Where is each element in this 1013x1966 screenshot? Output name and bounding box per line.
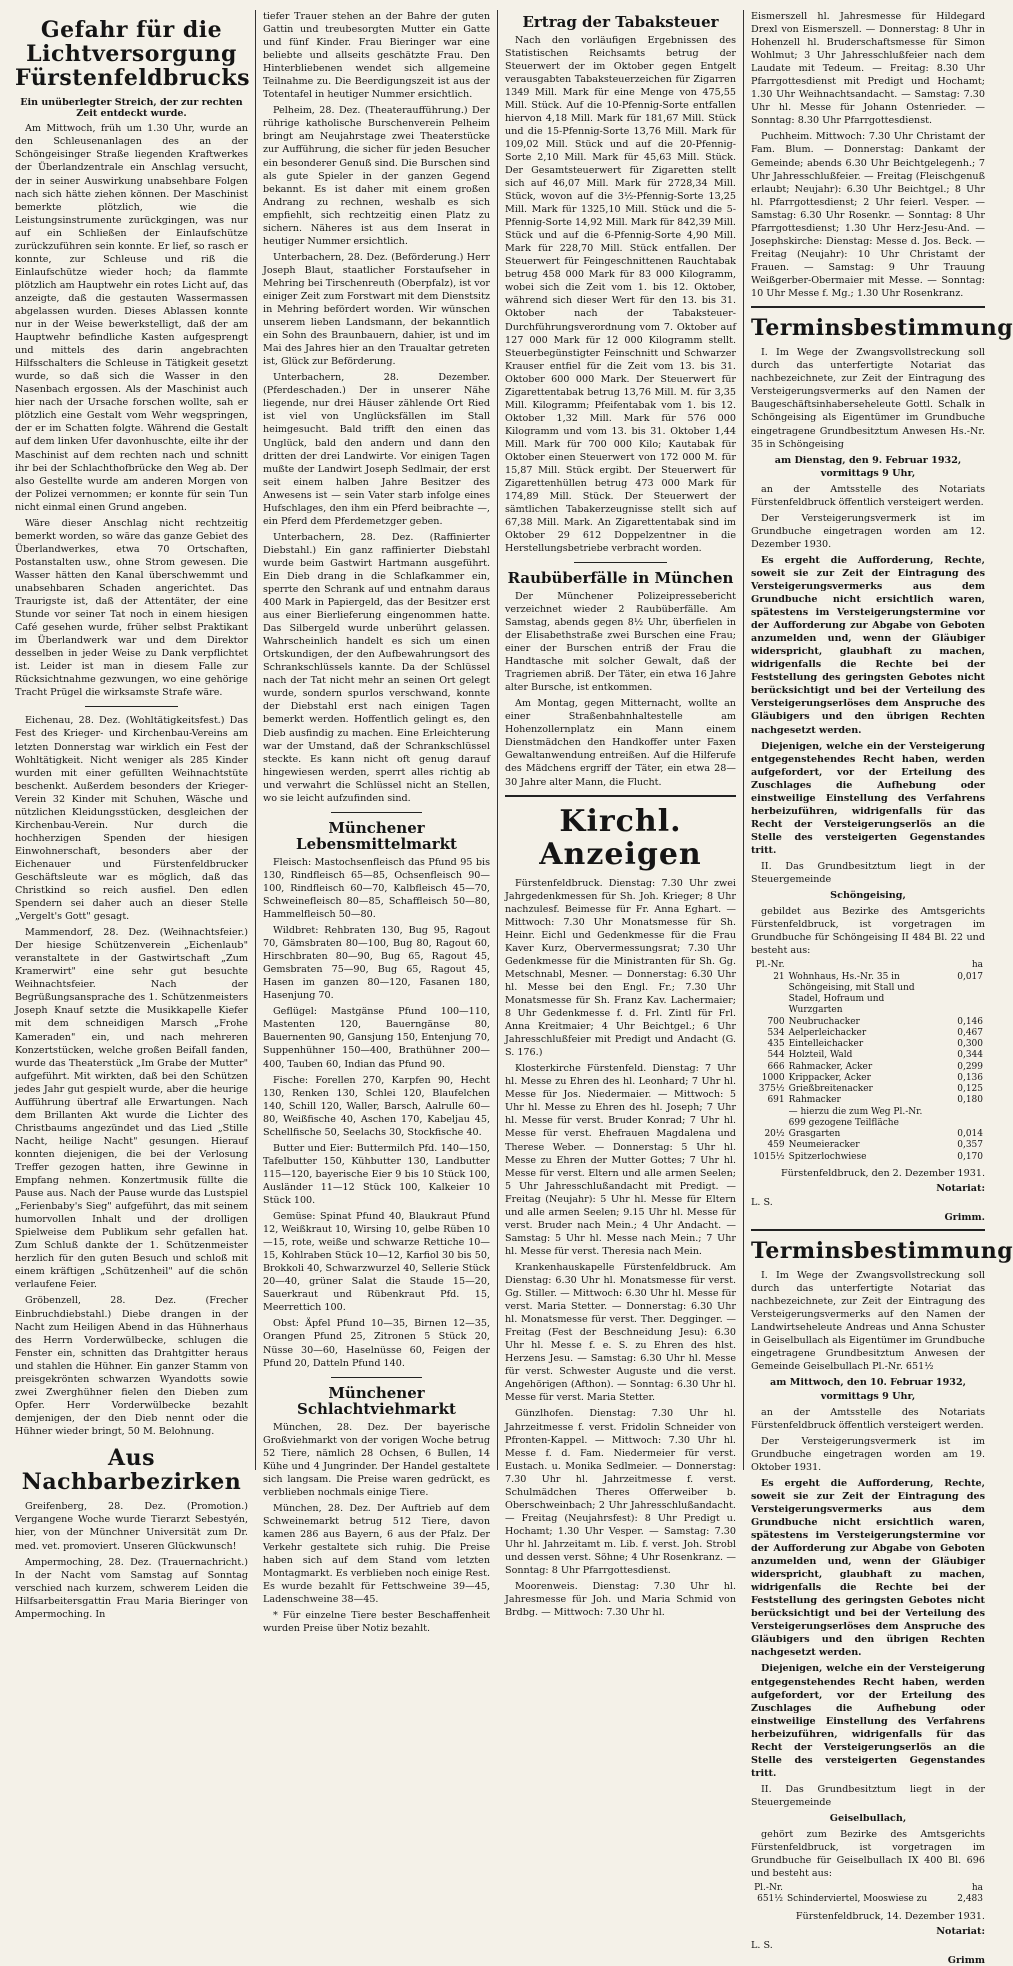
article-subtitle: Ein unüberlegter Streich, der zur rechten Zeit entdeckt wurde.: [20, 96, 243, 119]
article-paragraph: Der Münchener Polizeipressebericht verzeichnet wieder 2 Raubüberfälle. Am Samstag, abends gegen 8½ Uhr, überfielen in der Elisabethstraße zwei Burschen eine Frau; einer der Burschen entriß der Frau die Handtasche mit solcher Gewalt, daß der Tragriemen abriß. Der Täter, ein etwa 16 Jahre alter Bursche, ist entkommen.: [505, 590, 736, 694]
lots-header-cell: ha: [971, 960, 983, 971]
column-3: [498, 10, 744, 1619]
market-footnote: * Für einzelne Tiere bester Beschaffenheit wurden Preise über Notiz bezahlt.: [263, 1610, 490, 1635]
lots-row: [751, 1050, 985, 1061]
lots-table-body: [751, 960, 985, 1163]
auction-date: am Dienstag, den 9. Februar 1932, vormittags 9 Uhr,: [774, 454, 962, 479]
place-name: Geiselbullach,: [829, 1812, 907, 1824]
lots-row: [751, 1095, 985, 1106]
lots-header-row: [751, 1883, 985, 1894]
lots-row: [751, 972, 985, 1017]
lot-area: 0,357: [957, 1140, 983, 1151]
article-paragraph: Am Montag, gegen Mitternacht, wollte an einer Straßenbahnhaltestelle am Hohenzollernplatz ein Mann einem Dienstmädchen den Handkoffer unter Faxen Gewaltanwendung entreißen. Auf die Hilferufe des Mädchens ergriff der Täter, ein etwa 28—30 Jahre alter Mann, die Flucht.: [505, 698, 736, 788]
article-title: Gefahr für die Lichtversorgung Fürstenfeldbrucks: [15, 17, 251, 92]
lots-row: [751, 1894, 985, 1905]
divider: [751, 306, 985, 308]
lots-row: [751, 1039, 985, 1050]
lots-row: [751, 1017, 985, 1028]
lot-description: Neumeieracker: [788, 1140, 860, 1151]
legal-paragraph: gehört zum Bezirke des Amtsgerichts Fürstenfeldbruck, ist vorgetragen im Grundbuche für Geiselbullach IX 400 Bl. 696 und besteht aus:: [751, 1829, 985, 1880]
legal-paragraph: an der Amtsstelle des Notariats Fürstenfeldbruck öffentlich versteigert werden.: [751, 483, 985, 508]
local-news-item: Unterbachern, 28. Dez. (Beförderung.) Herr Joseph Blaut, staatlicher Forstaufseher in Mehring bei Tirschenreuth (Oberpfalz), ist vor einiger Zeit zum Forstwart mit dem Dienstsitz in Mehring befördert worden. Wir wünschen unserem lieben Landsmann, der bekanntlich ein Sohn des Braunbauern, dahier, ist und im Mai des Jahres hier an den Traualtar getreten ist, Glück zur Beförderung.: [263, 251, 490, 368]
lot-description: Wohnhaus, Hs.-Nr. 35 in Schöngeising, mit Stall und Stadel, Hofraum und Wurzgarten: [788, 971, 915, 1016]
lot-description: Grasgarten: [788, 1129, 841, 1140]
lot-description: Spitzerlochwiese: [788, 1151, 867, 1162]
lot-number: 1015½: [753, 1151, 785, 1162]
lot-area: 0,170: [957, 1151, 983, 1162]
section-title: Münchener Lebensmittelmarkt: [296, 818, 457, 854]
lot-area: 0,300: [957, 1039, 983, 1050]
divider: [331, 1377, 422, 1378]
market-item: München, 28. Dez. Der bayerische Großviehmarkt von der vorigen Woche betrug 52 Tiere, nämlich 28 Ochsen, 6 Bullen, 14 Kühe und 4 Jungrinder. Der Handel gestaltete sich langsam. Die Preise waren gedrückt, es verblieben nochmals einige Tiere.: [263, 1421, 490, 1498]
legal-paragraph: Der Versteigerungsvermerk ist im Grundbuche eingetragen worden am 12. Dezember 1930.: [751, 512, 985, 550]
lots-header-cell: Pl.-Nr.: [754, 1883, 783, 1894]
lot-number: 700: [767, 1016, 785, 1027]
notary-name: Grimm.: [944, 1211, 985, 1223]
notary-name: Grimm: [947, 1954, 985, 1966]
lot-area: 0,344: [957, 1050, 983, 1061]
lots-row: [751, 1152, 985, 1163]
divider: [85, 706, 178, 707]
section-title: Münchener Schlachtviehmarkt: [297, 1383, 456, 1419]
article-paragraph: tiefer Trauer stehen an der Bahre der guten Gattin und treubesorgten Mutter ein Gatte und fünf Kinder. Frau Bieringer war eine beliebte und allseits geschätzte Frau. Den Hinterbliebenen wendet sich allgemeine Teilnahme zu. Die Beerdigungszeit ist aus der Totentafel in heutiger Nummer ersichtlich.: [263, 11, 490, 101]
lot-number: 20½: [764, 1129, 785, 1140]
local-news-item: Ampermoching, 28. Dez. (Trauernachricht.) In der Nacht vom Samstag auf Sonntag verschied nach kurzem, schwerem Leiden die Hilfsarbeitersgattin Frau Maria Bieringer von Ampermoching. In: [15, 1556, 248, 1620]
church-notice: Puchheim. Mittwoch: 7.30 Uhr Christamt der Fam. Blum. — Donnerstag: Dankamt der Gemeinde; abends 6.30 Uhr Beichtgelegenh.; 7 Uhr Jahresschlußfeier. — Freitag (Fleischgenuß erlaubt; Neujahr): 6.30 Uhr Beichtgel.; 8 Uhr hl. Pfarrgottesdienst; 2 Uhr feierl. Vesper. — Samstag: 6.30 Uhr Rosenkr. — Sonntag: 8 Uhr Pfarrgottesdienst; 1.30 Uhr Herz-Jesu-And. — Josephskirche: Dienstag: Messe d. Jos. Beck. — Freitag (Neujahr): 10 Uhr Christamt der Frauen. — Samstag: 9 Uhr Trauung Weißgerber-Obermaier mit Messe. — Sonntag: 10 Uhr Messe f. Mg.; 1.30 Uhr Rosenkranz.: [751, 131, 985, 299]
market-item: München, 28. Dez. Der Auftrieb auf dem Schweinemarkt betrug 512 Tiere, davon kamen 286 aus Bayern, 6 aus der Pfalz. Der Verkehr gestaltete sich ruhig. Die Preise haben sich auf dem Stand vom letzten Montagmarkt. Es verblieben noch einige Rest. Es wurde bezahlt für Fettschweine 39—45, Ladenschweine 38—45.: [263, 1502, 490, 1606]
market-item: Obst: Äpfel Pfund 10—35, Birnen 12—35, Orangen Pfund 25, Zitronen 5 Stück 20, Nüsse 30—60, Haselnüsse 60, Feigen der Pfund 20, Datteln Pfund 140.: [263, 1318, 490, 1369]
lot-number: 651½: [757, 1894, 783, 1905]
lots-table-body: [751, 1883, 985, 1906]
divider: [331, 812, 422, 813]
seal-label: L. S.: [751, 1939, 773, 1951]
church-notice: Klosterkirche Fürstenfeld. Dienstag: 7 Uhr hl. Messe zu Ehren des hl. Leonhard; 7 Uhr hl. Messe für Jos. Niedermaier. — Mittwoch: 5 Uhr hl. Messe zu Ehren des hl. Joseph; 7 Uhr hl. Messe für verst. Bruder Konrad; 7 Uhr hl. Messe für verst. Ehefrauen Magdalena und Therese Weber. — Donnerstag: 5 Uhr hl. Messe zu Ehren der Mutter Gottes; 7 Uhr hl. Messe für verst. Eltern und alle armen Seelen; 5 Uhr Jahresschlußandacht mit Predigt. — Freitag (Neujahr): 5 Uhr hl. Messe für Eltern und alle armen Seelen; 9.15 Uhr hl. Messe für verst. Bruder nach Mein.; 4 Uhr Andacht. — Samstag: 5 Uhr hl. Messe nach Mein.; 7 Uhr hl. Messe für verst. Theresia nach Mein.: [505, 1063, 736, 1257]
legal-paragraph: Es ergeht die Aufforderung, Rechte, soweit sie zur Zeit der Eintragung des Versteigerungsvermerks aus dem Grundbuche nicht ersichtlich waren, spätestens im Versteigerungstermine vor der Aufforderung zur Abgabe von Geboten anzumelden und, wenn der Gläubiger widerspricht, glaubhaft zu machen, widrigenfalls die Rechte bei der Feststellung des geringsten Gebotes nicht berücksichtigt und bei der Verteilung des Versteigerungserlöses dem Anspruche des Gläubigers und den übrigen Rechten nachgesetzt werden.: [751, 1477, 985, 1659]
lot-description: Aelperleichacker: [788, 1027, 867, 1038]
section-title: Raubüberfälle in München: [507, 569, 734, 588]
auction-date: am Mittwoch, den 10. Februar 1932, vormittags 9 Uhr,: [770, 1377, 966, 1402]
section-title: Aus Nachbarbezirken: [21, 1444, 242, 1496]
section-title: Terminsbestimmung: [751, 1237, 1013, 1264]
column-1: [8, 10, 256, 1620]
lot-area: 0,125: [957, 1084, 983, 1095]
church-notice: Krankenhauskapelle Fürstenfeldbruck. Am Dienstag: 6.30 Uhr hl. Monatsmesse für verst. Gg. Stiller. — Mittwoch: 6.30 Uhr hl. Messe für verst. Maria Stetter. — Donnerstag: 6.30 Uhr hl. Monatsmesse für verst. Ther. Degginger. — Freitag (Fest der Beschneidung Jesu): 6.30 Uhr hl. Messe f. e. S. zu Ehren des hlst. Herzens Jesu. — Samstag: 6.30 Uhr hl. Messe für verst. Schwester Auguste und die verst. Angehörigen (Afthon). — Sonntag: 6.30 Uhr hl. Messe für verst. Maria Stetter.: [505, 1261, 736, 1404]
legal-paragraph: gebildet aus Bezirke des Amtsgerichts Fürstenfeldbruck, ist vorgetragen im Grundbuche für Schöngeising II 484 Bl. 22 und besteht aus:: [751, 906, 985, 957]
lots-row: [751, 1107, 985, 1130]
column-2: [256, 10, 498, 1635]
market-item: Geflügel: Mastgänse Pfund 100—110, Mastenten 120, Bauerngänse 80, Bauernenten 90, Gansjung 150, Entenjung 70, Suppenhühner 150—400, Brathühner 200—400, Tauben 60, Indian das Pfund 90.: [263, 1006, 490, 1070]
lot-description: Holzteil, Wald: [788, 1050, 853, 1061]
article-paragraph: Am Mittwoch, früh um 1.30 Uhr, wurde an den Schleusenanlagen des an der Schöngeisinger Straße liegenden Kraftwerkes der Überlandzentrale ein Anschlag versucht, der in seiner Auswirkung unabsehbare Folgen nach sich hätte ziehen können. Der Maschinist bemerkte plötzlich, wie die Leistungsinstrumente zurückgingen, was nur auf ein Schließen der Einlaufschütze zurückzuführen sein konnte. Er lief, so rasch er konnte, zur Schleuse und riß die Einlaufschütze wieder hoch; da flammte plötzlich am Hauptwehr ein rotes Licht auf, das anzeigte, daß die gestauten Wassermassen abgelassen wurden. Dieses Ablassen konnte nur in der Weise bewerkstelligt, daß der am Hauptwehr befindliche Kasten aufgesprengt und mittels des darin angebrachten Hilfsschalters die Schleuse in Tätigkeit gesetzt wurde, so daß sich die Wasser in den Nasenbach ergossen. Als der Maschinist auch hier nach der Ursache forschen wollte, sah er plötzlich eine Gestalt vom Wehr wegspringen, der er im Schatten folgte. Während die Gestalt auf dem linken Ufer davonhuschte, eilte ihr der Maschinist auf dem rechten nach und schnitt ihr bei der Schlachthofbrücke den Weg ab. Der also Gestellte wurde am anderen Morgen von der Polizei vernommen; er konnte für sein Tun nicht einmal einen Grund angeben.: [15, 123, 248, 513]
legal-paragraph: Diejenigen, welche ein der Versteigerung entgegenstehendes Recht haben, werden aufgefordert, vor der Erteilung des Zuschlages die Aufhebung oder einstweilige Einstellung des Verfahrens herbeizuführen, widrigenfalls für das Recht der Versteigerungserlös an die Stelle des versteigerten Gegenstandes tritt.: [751, 1663, 985, 1779]
local-news-item: Mammendorf, 28. Dez. (Weihnachtsfeier.) Der hiesige Schützenverein „Eichenlaub" veranstaltete in der Gastwirtschaft „Zum Kramerwirt" eine sehr gut besuchte Weihnachtsfeier. Nach der Begrüßungsansprache des 1. Schützenmeisters Joseph Knauf setzte die Musikkapelle Kiefer mit dem schneidigen Marsch „Frohe Kameraden" ein, und nach mehreren Konzertstücken, welche großen Beifall fanden, wurde das Theaterstück „Im Grabe der Mutter" aufgeführt. Mit wirkten, daß bei den Schützen jedes Jahr gut gespielt wurde, aber die heurige Aufführung übertraf alle Erwartungen. Nach dem Brillanten Akt wurde die Lichter des Christbaums angezündet und das Lied „Stille Nacht, heilige Nacht" gesungen. Hierauf konnten diejenigen, die bei der Verlosung Treffer gezogen hatten, ihre Gewinne in Empfang nehmen. Konzertmusik füllte die Pause aus. Nach der Pause wurde das Lustspiel „Ferienbaby's Sieg" aufgeführt, das mit seinem humorvollen Inhalt und der drolligen Spielweise dem Publikum sehr gefallen hat. Zum Schluß dankte der 1. Schützenmeister herzlich für den guten Besuch und schloß mit einem kräftigen „Schützenheil" auf die schön verlaufene Feier.: [15, 927, 248, 1291]
legal-paragraph: Es ergeht die Aufforderung, Rechte, soweit sie zur Zeit der Eintragung des Versteigerungsvermerks aus dem Grundbuche nicht ersichtlich waren, spätestens im Versteigerungstermine vor der Aufforderung zur Abgabe von Geboten anzumelden und, wenn der Gläubiger widerspricht, glaubhaft zu machen, widrigenfalls die Rechte bei der Feststellung des geringsten Gebotes nicht berücksichtigt und bei der Verteilung des Versteigerungserlöses dem Anspruche des Gläubigers und den übrigen Rechten nachgesetzt werden.: [751, 554, 985, 736]
seal-label: L. S.: [751, 1196, 773, 1208]
section-title: Kirchl. Anzeigen: [539, 803, 702, 872]
lot-area: 0,467: [957, 1027, 983, 1038]
notary-label: Notariat:: [936, 1182, 985, 1194]
lot-number: 375½: [758, 1084, 785, 1095]
church-notice: Günzlhofen. Dienstag: 7.30 Uhr hl. Jahrzeitmesse f. verst. Fridolin Schneider von Pfronten-Kappel. — Mittwoch: 7.30 Uhr hl. Messe f. d. Fam. Niedermeier für verst. Eustach. u. Monika Sedlmeier. — Donnerstag: 7.30 Uhr hl. Jahrzeitmesse f. verst. Schulmädchen Theres Offerweiber b. Oberschweinbach; 2 Uhr Jahresschlußandacht. — Freitag (Neujahrsfest): 8 Uhr Predigt u. Hochamt; 1.30 Uhr Vesper. — Samstag: 7.30 Uhr hl. Jahrzeitamt m. Lib. f. verst. Joh. Strobl und dessen verst. Söhne; 4 Uhr Rosenkranz. — Sonntag: 8 Uhr Pfarrgottesdienst.: [505, 1408, 736, 1577]
local-news-item: Greifenberg, 28. Dez. (Promotion.) Vergangene Woche wurde Tierarzt Sebestyén, hier, von der Münchner Universität zum Dr. med. vet. promoviert. Unseren Glückwunsch!: [15, 1501, 248, 1552]
lots-header-cell: ha: [971, 1883, 983, 1894]
lot-area: 0,299: [957, 1061, 983, 1072]
church-notice: Moorenweis. Dienstag: 7.30 Uhr hl. Jahresmesse für Joh. und Maria Schmid von Brdbg. — Mittwoch: 7.30 Uhr hl.: [505, 1581, 736, 1619]
lot-description: Krippacker, Acker: [788, 1072, 871, 1083]
lot-area: 0,180: [957, 1095, 983, 1106]
market-item: Fleisch: Mastochsenfleisch das Pfund 95 bis 130, Rindfleisch 65—85, Ochsenfleisch 90—100, Rindfleisch 60—70, Kalbfleisch 45—70, Schweinefleisch 80—85, Schaffleisch 50—80, Hammelfleisch 50—80.: [263, 856, 490, 920]
lot-number: 1000: [761, 1072, 785, 1083]
divider: [751, 1229, 985, 1231]
column-4: [744, 10, 1013, 1966]
lots-row: [751, 1129, 985, 1140]
lots-row: [751, 1028, 985, 1039]
local-news-item: Unterbachern, 28. Dezember. (Pferdeschaden.) Der in unserer Nähe liegende, nur drei Häuser zählende Ort Ried ist viel von Unglücksfällen im Stall heimgesucht. Bald trifft den einen das Unglück, bald den andern und dann den dritten der drei Landwirte. Vor einigen Tagen mußte der Landwirt Joseph Sedlmair, der erst seit einem halben Jahre Besitzer des Anwesens ist — sein Vater starb infolge eines Hufschlages, den ihm ein Pferd beibrachte —, ein Pferd dem Pferdemetzger geben.: [263, 372, 490, 527]
church-notice: Eismerszell hl. Jahresmesse für Hildegard Drexl von Eismerszell. — Donnerstag: 8 Uhr in Hohenzell hl. Bruderschaftsmesse für Simon Wohlmut; 3 Uhr Jahresschlußfeier nach dem Laudate mit Tedeum. — Freitag: 8.30 Uhr Pfarrgottesdienst mit Predigt und Hochamt; 1.30 Uhr Weihnachtsandacht. — Samstag: 7.30 Uhr hl. Messe für Johann Ostenrieder. — Sonntag: 8.30 Uhr Pfarrgottesdienst.: [751, 11, 985, 127]
lots-table: [751, 960, 985, 1163]
legal-paragraph: I. Im Wege der Zwangsvollstreckung soll durch das unterfertigte Notariat das nachbezeichnete, zur Zeit der Eintragung des Versteigerungsvermerks auf den Namen der Landwirtseheleute Andreas und Anna Schuster in Geiselbullach als Eigentümer im Grundbuche eingetragene Grundbesitztum Anwesen der Gemeinde Geiselbullach Pl.-Nr. 651½: [751, 1270, 985, 1373]
legal-paragraph: an der Amtsstelle des Notariats Fürstenfeldbruck öffentlich versteigert werden.: [751, 1406, 985, 1431]
local-news-item: Gröbenzell, 28. Dez. (Frecher Einbruchdiebstahl.) Diebe drangen in der Nacht zum Heiligen Abend in das Hühnerhaus des Herrn Vorderwülbecke, schlugen die Fenster ein, schnitten das Drahtgitter heraus und stahlen die Hühner. Ein ganzer Stamm von preisgekrönten schwarzen Wyandotts sowie zwei Zwerghühner fielen den Dieben zum Opfer. Herr Vorderwülbecke bezahlt demjenigen, der den Dieb nennt oder die Hühner wieder bringt, 50 M. Belohnung.: [15, 1295, 248, 1437]
lot-number: 459: [767, 1140, 785, 1151]
lot-number: 691: [767, 1095, 785, 1106]
lot-description: Neubruchacker: [788, 1016, 860, 1027]
article-paragraph: Wäre dieser Anschlag nicht rechtzeitig bemerkt worden, so wäre das ganze Gebiet des Überlandwerkes, etwa 70 Ortschaften, Postanstalten usw., ohne Strom gewesen. Die Wasser hätten den Kanal überschwemmt und unabsehbaren Schaden angerichtet. Das Traurigste ist, daß der Attentäter, der eine Stunde vor seiner Tat noch in einem hiesigen Café gesehen wurde, früher selbst Praktikant im Überlandwerk war und dem Direktor desselben in jeder Weise zu Dank verpflichtet ist. Leider ist man in diesem Falle zur Rücksichtnahme gezwungen, wo eine gehörige Tracht Prügel die wirksamste Strafe wäre.: [15, 517, 248, 699]
lots-row: [751, 1140, 985, 1151]
local-news-item: Unterbachern, 28. Dez. (Raffinierter Diebstahl.) Ein ganz raffinierter Diebstahl wurde beim Gastwirt Hartmann ausgeführt. Ein Dieb drang in die Schlafkammer ein, sperrte den Schrank auf und entnahm daraus 400 Mark in Papiergeld, das der Besitzer erst aus einer Bierlieferung eingenommen hatte. Das Silbergeld wurde unberührt gelassen. Wahrscheinlich handelt es sich um einen Ortskundigen, der den Aufbewahrungsort des Schrankschlüssels kannte. Da der Schlüssel nach der Tat nicht mehr an seinen Ort gelegt wurde, sondern spurlos verschwand, konnte der Diebstahl erst nach einigen Tagen bemerkt werden. Hoffentlich gelingt es, den Dieb ausfindig zu machen. Eine Erleichterung war der Umstand, daß der Schrankschlüssel steckte. Es kann nicht oft genug darauf hingewiesen werden, sperrt alles richtig ab und verwahrt die Schlüssel nicht an Stellen, wo sie leicht aufzufinden sind.: [263, 531, 490, 804]
lot-area: 0,146: [957, 1016, 983, 1027]
lot-number: 534: [767, 1027, 785, 1038]
lot-description: Schinderviertel, Mooswiese zu: [787, 1894, 928, 1905]
local-news-item: Pelheim, 28. Dez. (Theateraufführung.) Der rührige katholische Burschenverein Pelheim bringt am Neujahrstage zwei Theaterstücke zur Aufführung, die sicher für jeden Besucher ein besonderer Genuß sind. Die Burschen sind als gute Spieler in der ganzen Gegend bekannt. Es ist daher mit einem großen Andrang zu rechnen, weshalb es sich empfiehlt, sich rechtzeitig einen Platz zu sichern. Näheres ist aus dem Inserat in heutiger Nummer ersichtlich.: [263, 105, 490, 247]
market-item: Fische: Forellen 270, Karpfen 90, Hecht 130, Renken 130, Schlei 120, Blaufelchen 140, Schill 120, Waller, Barsch, Aalrulle 60—80, Weißfische 40, Aschen 170, Kabeljau 45, Schellfische 50, Seelachs 30, Stockfische 40.: [263, 1074, 490, 1138]
lot-description: — hierzu die zum Weg Pl.-Nr. 699 gezogene Teilfläche: [788, 1106, 923, 1128]
notice-date: Fürstenfeldbruck, den 2. Dezember 1931.: [780, 1167, 985, 1179]
legal-paragraph: Der Versteigerungsvermerk ist im Grundbuche eingetragen worden am 19. Oktober 1931.: [751, 1435, 985, 1473]
church-notice: Fürstenfeldbruck. Dienstag: 7.30 Uhr zwei Jahrgedenkmessen für Sh. Joh. Krieger; 8 Uhr nachzulesf. Beimesse für Fr. Anna Eghart. — Mittwoch: 7.30 Uhr Monatsmesse für Sh. Heinr. Eichl und Gedenkmesse für die Frau Kaver Kurz, Obervermessungsrat; 7.30 Uhr Gedenkmesse für die Ministranten für Sh. Gg. Metschnabl, Mesner. — Donnerstag: 6.30 Uhr hl. Messe bei den Engl. Fr.; 7.30 Uhr Monatsmesse für Sh. Franz Kav. Lachermaier; 8 Uhr Gedenkmesse f. d. Frl. Zintl für Frl. Anna Kreitmaier; 4 Uhr Beichtgel.; 6 Uhr Jahresschlußfeier mit Predigt und Andacht (G. S. 176.): [505, 877, 736, 1059]
legal-paragraph: I. Im Wege der Zwangsvollstreckung soll durch das unterfertigte Notariat das nachbezeichnete, zur Zeit der Eintragung des Versteigerungsvermerks auf den Namen der Baugeschäftsinhaberseheleute Gottl. Schalk in Schöngeising als Eigentümer im Grundbuche eingetragene Grundbesitztum Anwesen Hs.-Nr. 35 in Schöngeising: [751, 347, 985, 450]
lots-header-cell: Pl.-Nr.: [755, 960, 785, 971]
lot-description: Rahmacker, Acker: [788, 1061, 873, 1072]
lot-number: 544: [767, 1050, 785, 1061]
lot-area: 0,017: [957, 971, 983, 982]
lot-number: 435: [767, 1039, 785, 1050]
local-news-item: Eichenau, 28. Dez. (Wohltätigkeitsfest.) Das Fest des Krieger- und Kirchenbau-Vereins am letzten Donnerstag war wirklich ein Fest der Wohltätigkeit. Nicht weniger als 285 Kinder wurden mit einer gefüllten Weihnachtstüte beschenkt. Außerdem besonders der Krieger-Verein 32 Kinder mit Schuhen, Wäsche und nützlichen Kleidungsstücken, desgleichen der Kirchenbau-Verein. Nur durch die hochherzigen Spenden der hiesigen Einwohnerschaft, besonders aber der Eichenauer und Fürstenfeldbrucker Geschäftsleute war es möglich, daß das Christkind so reich ausfiel. Den edlen Spendern sei daher auch an dieser Stelle „Vergelt's Gott" gesagt.: [15, 715, 248, 923]
section-title: Ertrag der Tabaksteuer: [522, 13, 719, 31]
lots-row: [751, 1062, 985, 1073]
lot-area: 0,014: [957, 1129, 983, 1140]
notice-date: Fürstenfeldbruck, 14. Dezember 1931.: [795, 1910, 985, 1922]
lot-area: 2,483: [957, 1894, 983, 1905]
place-name: Schöngeising,: [830, 890, 906, 902]
lot-number: [751, 1107, 787, 1130]
lots-table: [751, 1883, 985, 1906]
section-title: Terminsbestimmung: [751, 315, 1013, 342]
legal-paragraph: II. Das Grundbesitztum liegt in der Steuergemeinde: [751, 1783, 985, 1808]
legal-paragraph: Diejenigen, welche ein der Versteigerung entgegenstehendes Recht haben, werden aufgefordert, vor der Erteilung des Zuschlages die Aufhebung oder einstweilige Einstellung des Verfahrens herbeizuführen, widrigenfalls für das Recht der Versteigerungserlös an die Stelle des versteigerten Gegenstandes tritt.: [751, 740, 985, 856]
notary-label: Notariat:: [936, 1925, 985, 1937]
divider: [505, 795, 736, 797]
lots-row: [751, 1073, 985, 1084]
lot-number: 666: [767, 1061, 785, 1072]
lot-area: 0,136: [957, 1072, 983, 1083]
market-item: Butter und Eier: Buttermilch Pfd. 140—150, Tafelbutter 150, Kühbutter 130, Landbutter 115—120, bayerische Eier 9 bis 10 Stück 100, Ausländer 11—12 Stück 100, Kalkeier 10 Stück 100.: [263, 1142, 490, 1206]
lots-header-cell: [785, 1883, 943, 1894]
lot-area: [943, 1107, 985, 1130]
lots-header-row: [751, 960, 985, 971]
market-item: Gemüse: Spinat Pfund 40, Blaukraut Pfund 12, Weißkraut 10, Wirsing 10, gelbe Rüben 10—15, rote, weiße und schwarze Rettiche 10—15, Kohlraben Stück 10—12, Karfiol 30 bis 50, Brokkoli 40, Schwarzwurzel 40, Sellerie Stück 20—40, grüner Salat die Staude 15—20, Sauerkraut und Rübenkraut Pfd. 15, Meerrettich 100.: [263, 1211, 490, 1314]
lot-number: 21: [773, 971, 785, 982]
lot-description: Rahmacker: [788, 1095, 841, 1106]
divider: [574, 562, 666, 563]
article-paragraph: Nach den vorläufigen Ergebnissen des Statistischen Reichsamts betrug der Steuerwert der im Oktober gegen Entgelt verausgabten Tabaksteuerzeichen für Zigarren 1349 Mill. Mark für eine Menge von 475,55 Mill. Stück. Auf die 10-Pfennig-Sorte entfallen hiervon 4,18 Mill. Mark für 181,67 Mill. Stück und die 15-Pfennig-Sorte 13,76 Mill. Mark für 109,02 Mill. Stück und auf die 20-Pfennig-Sorte 2,10 Mill. Mark für 45,63 Mill. Stück. Der Gesamtsteuerwert für Zigaretten stellt sich auf 46,07 Mill. Mark für 2728,34 Mill. Stück, wovon auf die 3½-Pfennig-Sorte 13,25 Mill. Mark für 1325,10 Mill. Stück und die 5-Pfennig-Sorte 14,92 Mill. Mark für 842,39 Mill. Stück und auf die 6-Pfennig-Sorte 4,90 Mill. Mark für 228,70 Mill. Stück entfallen. Der Steuerwert für Feingeschnittenen Rauchtabak betrug 458 000 Mark für 83 000 Kilogramm, wobei sich die Zeit vom 1. bis 12. Oktober, während sich dieser Wert für den 13. bis 31. Oktober nach der Tabaksteuer-Durchführungsverordnung vom 7. Oktober auf 127 000 Mark für 12 000 Kilogramm stellt. Steuerbegünstigter Feinschnitt und Schwarzer Krauser entfiel für die Zeit vom 13. bis 31. Oktober 600 000 Mark. Der Steuerwert für Zigarettentabak betrug 13,76 Mill. M. für 3,35 Mill. Kilogramm; Pfeifentabak vom 1. bis 12. Oktober 1,32 Mill. Mark für 576 000 Kilogramm und vom 13. bis 31. Oktober 1,44 Mill. Mark für 700 000 Kilo; Kautabak für Oktober einen Steuerwert von 172 000 M. für 15,87 Mill. Stück ergibt. Der Steuerwert für Zigarettenhüllen betrug 473 000 Mark für 174,89 Mill. Stück. Der Steuerwert der sämtlichen Tabakerzeugnisse stellt sich auf 67,38 Mill. Mark. An Zigarettentabak sind im Oktober 29 612 Doppelzentner in die Herstellungsbetriebe verbracht worden.: [505, 34, 736, 555]
lot-description: Eintelleichacker: [788, 1039, 864, 1050]
market-item: Wildbret: Rehbraten 130, Bug 95, Ragout 70, Gämsbraten 80—100, Bug 80, Ragout 60, Hirschbraten 80—90, Bug 65, Ragout 45, Gemsbraten 75—90, Bug 65, Ragout 45, Hasen im ganzen 80—120, Fasanen 180, Hasenjung 70.: [263, 925, 490, 1002]
lots-row: [751, 1084, 985, 1095]
legal-paragraph: II. Das Grundbesitztum liegt in der Steuergemeinde: [751, 861, 985, 886]
lots-header-cell: [787, 960, 943, 971]
lot-description: Grießbreitenacker: [788, 1084, 873, 1095]
